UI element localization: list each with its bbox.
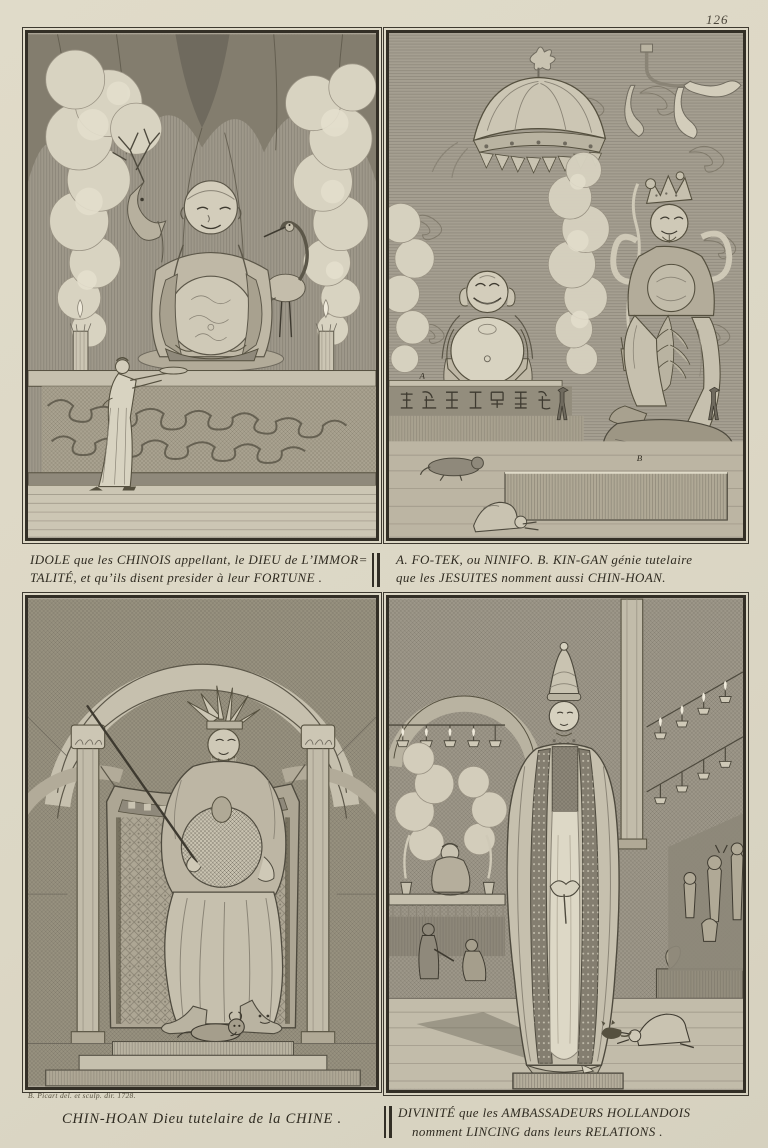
engraving-lincing-divinity [389,598,743,1090]
label-b: B [636,453,643,464]
panel-fotek-kingan [386,30,746,541]
caption-top-right-line2: que les JESUITES nomment aussi CHIN-HOAN. [396,570,666,585]
caption-divider-bottom [384,1106,392,1138]
panel-chin-hoan [25,595,379,1090]
caption-bottom-left-line1: CHIN-HOAN Dieu tutelaire de la CHINE . [62,1111,342,1127]
caption-divider-top [372,553,380,587]
offering-table [389,894,505,956]
column [621,599,643,839]
panel-immortality-idol [25,30,379,541]
engraving-fotek-kingan [389,33,743,538]
caption-top-left-line2: TALITÉ, et qu’ils disent presider à leur FORTUNE . [30,570,323,585]
caption-bottom-right-line2: nomment LINCING dans leurs RELATIONS . [412,1124,663,1139]
engraving-immortality-idol [28,33,376,538]
caption-bottom-right [398,1103,748,1141]
caption-top-right [396,551,746,587]
engraver-signature: B. Picart del. et sculp. dir. 1728. [28,1091,136,1100]
caption-top-right-line1: A. FO-TEK, ou NINIFO. B. KIN-GAN génie tutelaire [396,552,693,567]
label-a: A [419,370,425,381]
caption-bottom-left [25,1110,379,1128]
page-number: 126 [706,12,729,27]
caption-top-left-line1: IDOLE que les CHINOIS appellant, le DIEU de L’IMMOR= [30,552,368,567]
caption-top-left [30,551,374,587]
panel-lincing [386,595,746,1093]
caption-bottom-right-line1: DIVINITÉ que les AMBASSADEURS HOLLANDOIS [398,1105,691,1120]
engraving-chin-hoan [28,598,376,1087]
